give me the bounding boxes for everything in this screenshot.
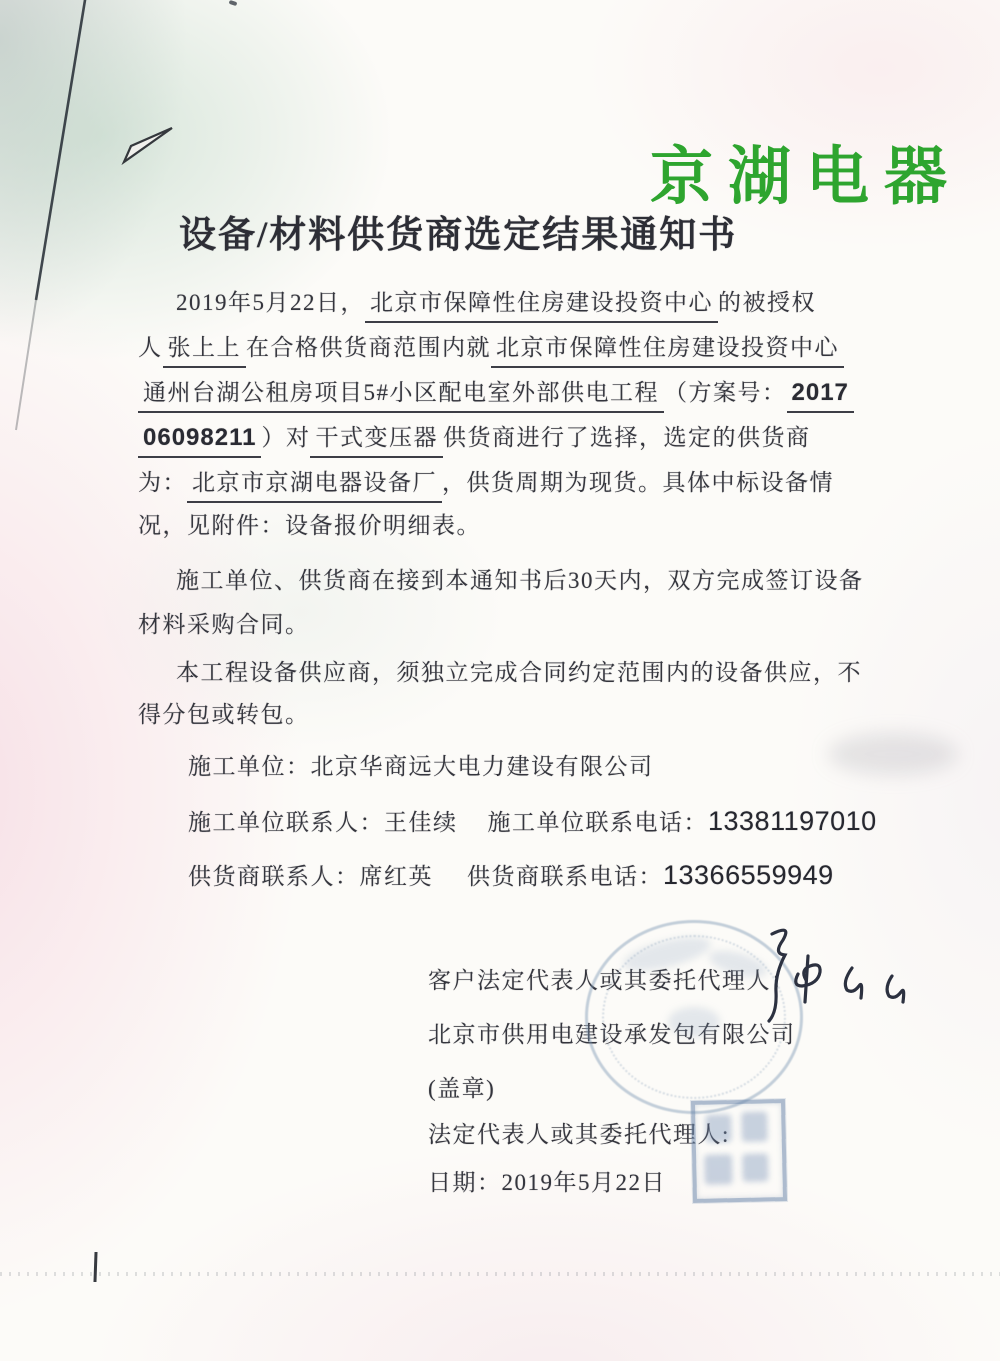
text-segment: 干式变压器 [310, 423, 443, 458]
para3-line2 [138, 700, 310, 730]
text-segment: 2019年5月22日， [176, 290, 365, 315]
text-segment: 材料采购合同。 [138, 612, 310, 637]
text-segment: ，供货周期为现货。具体中标设备情 [442, 470, 834, 495]
text-segment: ）对 [261, 425, 311, 450]
document-footer [428, 0, 948, 1361]
text-segment: 13366559949 [663, 860, 834, 890]
text-segment: (盖章) [428, 1076, 496, 1101]
personal-name-seal [691, 1099, 787, 1203]
scan-smudge-artifact [828, 733, 958, 775]
seal-glyph-blur [742, 1153, 769, 1182]
text-segment: 日期：2019年5月22日 [428, 1170, 666, 1195]
seal-glyph-blur [741, 1111, 768, 1142]
text-segment: 张上上 [163, 333, 247, 368]
paper-edge-line-faint [16, 300, 36, 430]
text-segment: 的被授权 [718, 290, 816, 315]
text-segment: 施工单位联系人：王佳续 [188, 810, 458, 835]
text-segment: 供货商联系电话： [467, 864, 663, 889]
footer-legal-representative [428, 1120, 730, 1150]
text-segment: （方案号： [664, 380, 787, 405]
text-segment: 北京市京湖电器设备厂 [187, 468, 442, 503]
scan-speckle-line [0, 1272, 1000, 1276]
text-segment: 在合格供货商范围内就 [246, 335, 491, 360]
text-segment: 2017 [787, 378, 854, 413]
footer-seal-note [428, 1074, 495, 1104]
text-segment: 人 [138, 335, 163, 360]
text-segment: 法定代表人或其委托代理人: [428, 1122, 730, 1147]
paper-edge-line [36, 0, 86, 300]
text-segment: 施工单位：北京华商远大电力建设有限公司 [188, 754, 654, 779]
signature-handwriting [742, 922, 942, 1037]
seal-glyph-blur [705, 1114, 732, 1143]
text-segment: 施工单位、供货商在接到本通知书后30天内，双方完成签订设备 [176, 568, 864, 593]
text-segment: 客户法定代表人或其委托代理人： [428, 968, 796, 993]
text-segment: 供货商联系人：席红英 [188, 864, 433, 889]
text-segment: 北京市保障性住房建设投资中心 [491, 333, 844, 368]
text-segment: 供货商进行了选择，选定的供货商 [442, 425, 811, 450]
seal-center-blur [668, 1007, 720, 1037]
text-segment: 施工单位联系电话： [487, 810, 708, 835]
footer-date [428, 1168, 666, 1198]
seal-glyph-blur [704, 1154, 733, 1185]
text-segment: 本工程设备供应商，须独立完成合同约定范围内的设备供应，不 [176, 660, 862, 685]
text-segment: 北京市供用电建设承发包有限公司 [428, 1022, 796, 1047]
text-segment: 为： [138, 470, 187, 495]
text-segment: 通州台湖公租房项目5#小区配电室外部供电工程 [138, 378, 664, 413]
text-segment: 况，见附件：设备报价明细表。 [138, 513, 481, 538]
text-segment: 13381197010 [708, 806, 877, 836]
para2-line2 [138, 610, 310, 640]
brand-logo: 京湖电器 [650, 142, 962, 212]
text-segment: 北京市保障性住房建设投资中心 [365, 288, 718, 323]
text-segment: 06098211 [138, 423, 261, 458]
text-segment: 得分包或转包。 [138, 702, 310, 727]
page-title: 设备/材料供货商选定结果通知书 [179, 215, 738, 256]
